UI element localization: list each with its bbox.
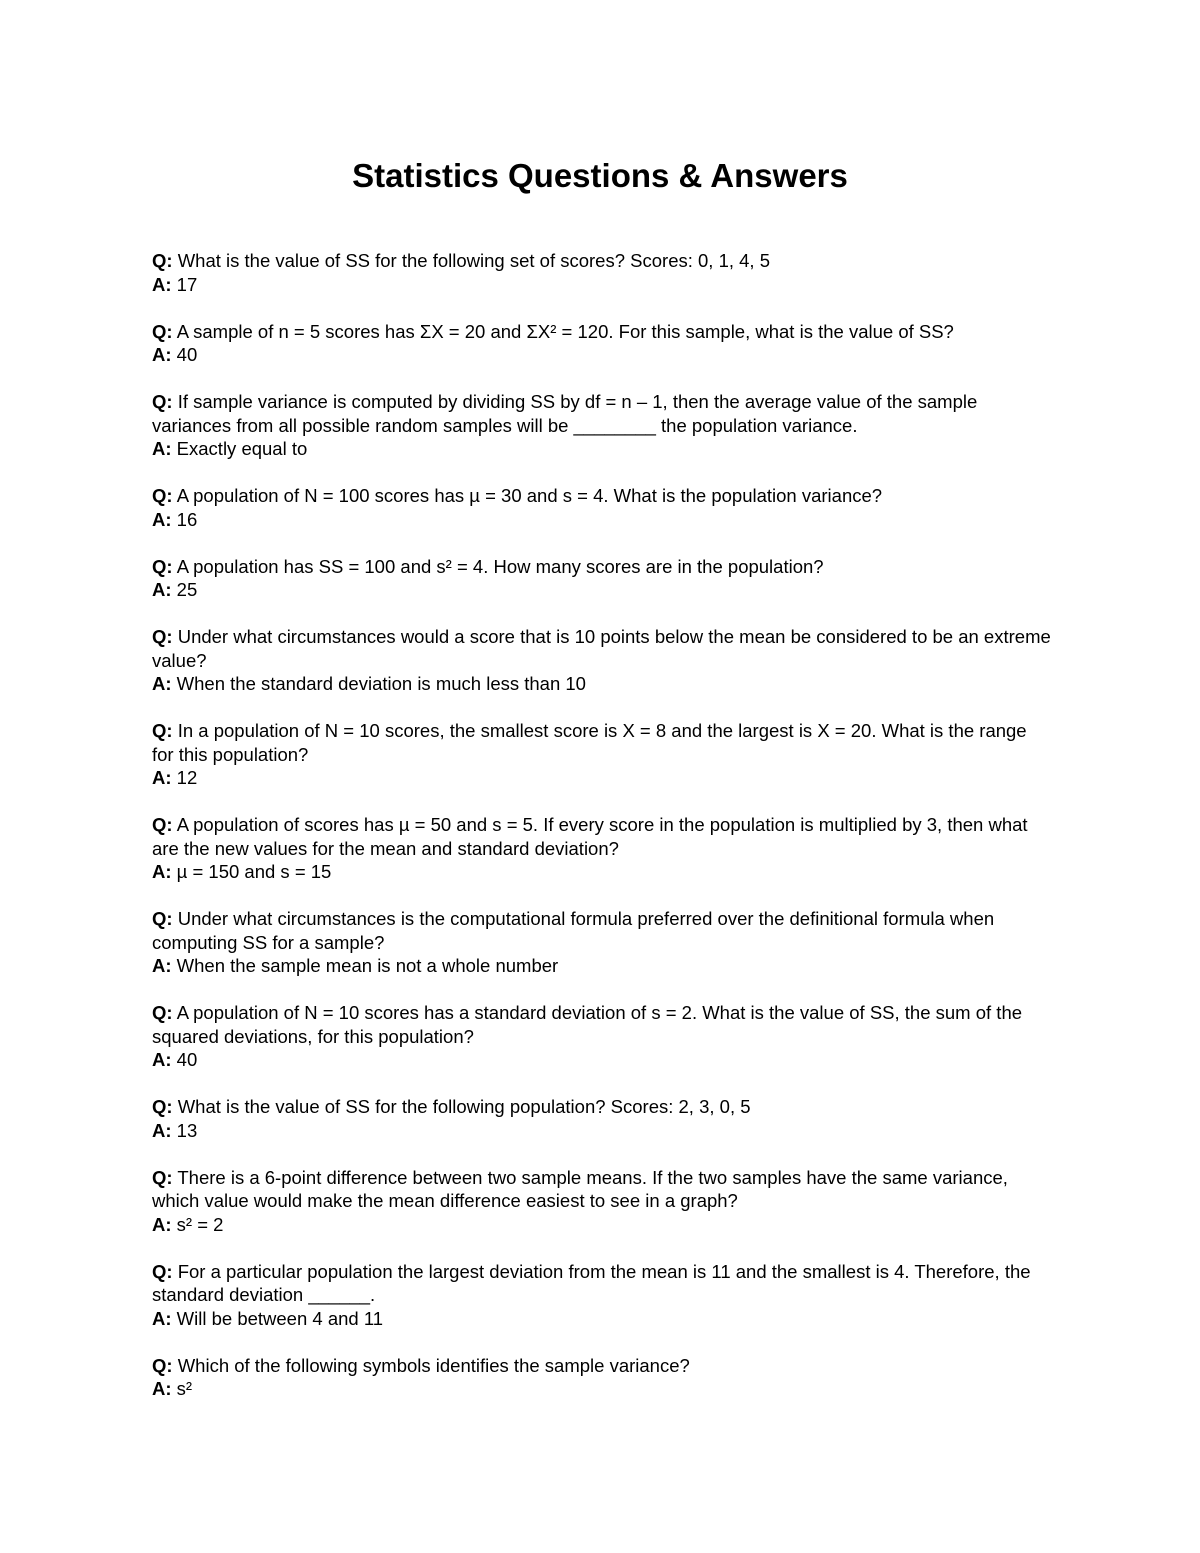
question-label: Q: [152,1166,173,1188]
answer-label: A: [152,767,172,788]
question-text: A sample of n = 5 scores has ΣX = 20 and ΣX² = 120. For this sample, what is the value of SS? [176,320,954,342]
qa-item-8 [152,813,1052,884]
question-label: Q: [152,814,173,835]
question [152,813,1052,860]
answer-text: 25 [176,579,198,600]
answer [152,437,1052,461]
answer-text: 17 [176,273,198,295]
question-label: Q: [152,1002,173,1023]
question-label: Q: [152,320,173,342]
qa-item-1 [152,249,1052,296]
question-text: For a particular population the largest deviation from the mean is 11 and the smallest is 4. Therefore, the standard deviation ______. [152,1260,1031,1305]
answer [152,1213,1052,1237]
answer [152,1119,1052,1143]
question-label: Q: [152,485,173,506]
question-text: A population of N = 100 scores has µ = 30 and s = 4. What is the population variance? [176,485,883,506]
qa-item-10 [152,1001,1052,1072]
answer-text: s² [176,1378,193,1399]
answer [152,672,1052,696]
page-title: Statistics Questions & Answers [352,157,848,194]
question-label: Q: [152,1354,173,1376]
answer [152,766,1052,790]
question-label: Q: [152,626,173,647]
question-label: Q: [152,250,173,271]
answer-text: µ = 150 and s = 15 [176,861,332,882]
question-text: A population of N = 10 scores has a standard deviation of s = 2. What is the value of SS, the sum of the squared deviations, for this population? [152,1002,1023,1047]
question [152,484,1052,508]
question-text: There is a 6-point difference between two sample means. If the two samples have the same variance, which value would make the mean difference easiest to see in a graph? [152,1166,1008,1211]
answer-text: 12 [176,767,198,788]
answer-text: 40 [176,344,198,365]
question-text: A population of scores has µ = 50 and s = 5. If every score in the population is multiplied by 3, then what are the new values for the mean and standard deviation? [152,814,1028,859]
answer-label: A: [152,1378,172,1399]
question-label: Q: [152,391,173,412]
qa-item-4 [152,484,1052,531]
question [152,555,1052,579]
answer-label: A: [152,579,172,600]
question-text: A population has SS = 100 and s² = 4. How many scores are in the population? [176,555,824,577]
answer [152,1377,1052,1401]
question [152,625,1052,672]
answer-text: 16 [176,508,198,530]
question [152,719,1052,766]
question-text: If sample variance is computed by dividing SS by df = n – 1, then the average value of the sample variances from all possible random samples will be ________ the population variance. [152,391,978,436]
question-label: Q: [152,555,173,577]
question-label: Q: [152,1096,173,1117]
question [152,320,1052,344]
question-text: Which of the following symbols identifies the sample variance? [177,1354,690,1376]
qa-item-11 [152,1095,1052,1142]
answer-text: 40 [176,1049,198,1070]
answer-label: A: [152,1307,172,1329]
question-text: What is the value of SS for the following set of scores? Scores: 0, 1, 4, 5 [177,250,771,271]
question [152,390,1052,437]
question [152,249,1052,273]
question [152,1095,1052,1119]
answer-text: When the standard deviation is much less than 10 [176,673,586,694]
answer-label: A: [152,273,172,295]
qa-item-5 [152,555,1052,602]
answer-label: A: [152,1119,172,1141]
answer-label: A: [152,344,172,365]
question [152,1354,1052,1378]
question [152,1166,1052,1213]
answer-text: Will be between 4 and 11 [176,1307,384,1329]
qa-item-9 [152,907,1052,978]
answer-label: A: [152,1049,172,1070]
answer-text: s² = 2 [176,1213,224,1235]
qa-item-14 [152,1354,1052,1401]
answer [152,273,1052,297]
answer-text: When the sample mean is not a whole number [176,955,559,976]
answer-label: A: [152,438,172,459]
question [152,907,1052,954]
question-label: Q: [152,908,173,929]
answer [152,508,1052,532]
question [152,1260,1052,1307]
answer-label: A: [152,861,172,882]
question-text: In a population of N = 10 scores, the smallest score is X = 8 and the largest is X = 20. What is the range for this population? [152,720,1027,765]
qa-item-7 [152,719,1052,790]
answer-label: A: [152,955,172,976]
answer [152,860,1052,884]
qa-item-13 [152,1260,1052,1331]
question-text: Under what circumstances would a score that is 10 points below the mean be considered to be an extreme value? [152,626,1051,671]
qa-item-3 [152,390,1052,461]
qa-item-12 [152,1166,1052,1237]
qa-list [152,249,1052,1424]
qa-item-2 [152,320,1052,367]
question-text: Under what circumstances is the computational formula preferred over the definitional formula when computing SS for a sample? [152,908,995,953]
question-label: Q: [152,720,173,741]
answer-label: A: [152,508,172,530]
qa-item-6 [152,625,1052,696]
answer-label: A: [152,673,172,694]
answer [152,954,1052,978]
answer [152,1307,1052,1331]
question-text: What is the value of SS for the following population? Scores: 2, 3, 0, 5 [177,1096,751,1117]
question [152,1001,1052,1048]
answer-text: 13 [176,1119,198,1141]
answer-label: A: [152,1213,172,1235]
answer [152,578,1052,602]
answer [152,343,1052,367]
answer-text: Exactly equal to [176,438,308,459]
answer [152,1048,1052,1072]
question-label: Q: [152,1260,173,1282]
